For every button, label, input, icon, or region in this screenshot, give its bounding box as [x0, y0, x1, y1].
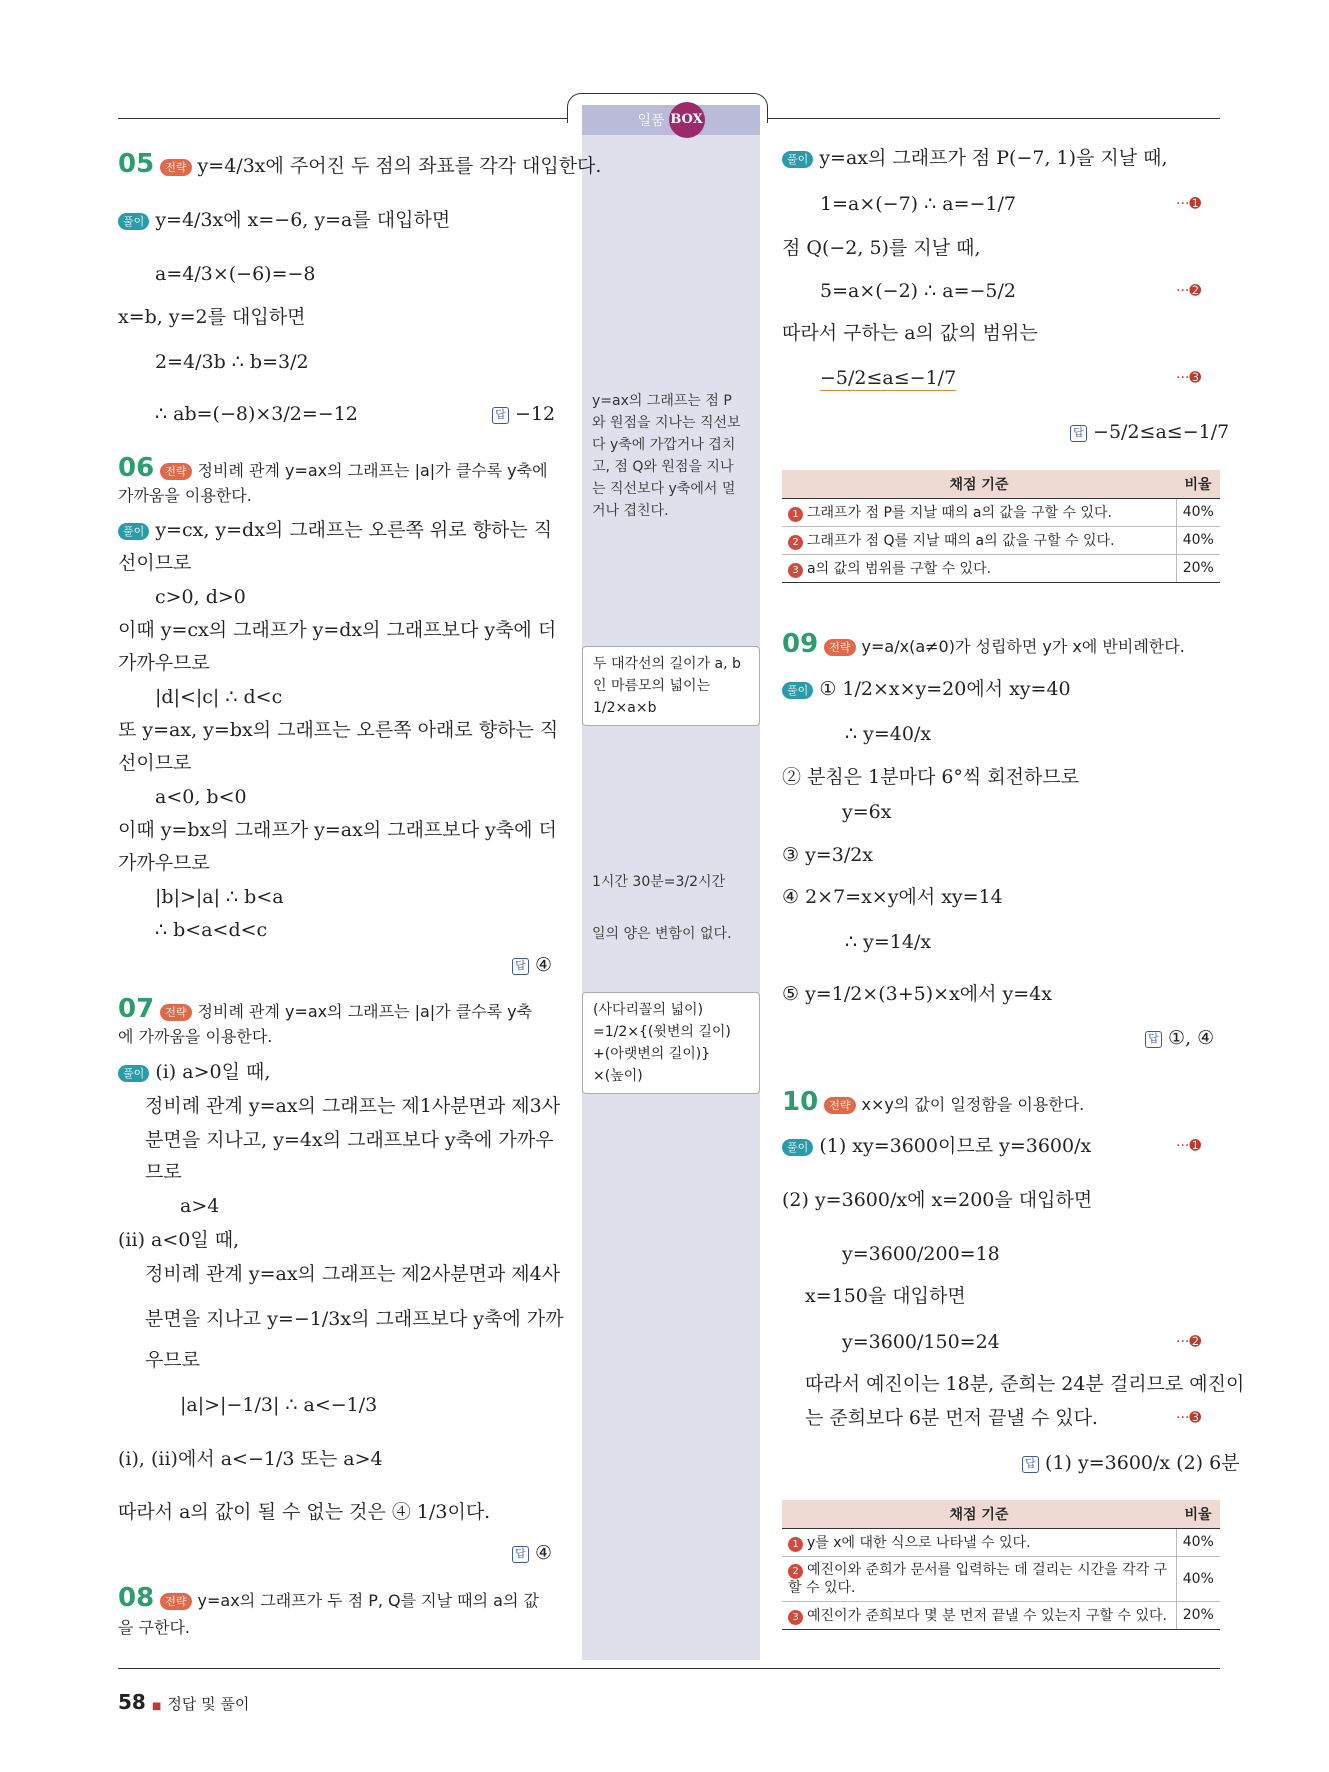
- p08-mark-1: ···➊: [1176, 196, 1202, 212]
- strategy-tag: 전략: [160, 1004, 191, 1021]
- p07-answer: 답 ④: [512, 1541, 552, 1565]
- box-badge: BOX: [669, 102, 705, 138]
- bottom-rule: [118, 1668, 1220, 1669]
- p06-line-13: ∴ b<a<d<c: [155, 919, 268, 941]
- strategy-tag: 전략: [160, 159, 191, 176]
- p09-line-2: ∴ y=40/x: [845, 723, 932, 745]
- p08-strategy-2: 을 구한다.: [118, 1618, 190, 1637]
- p09-line-8: ⑤ y=1/2×(3+5)×x에서 y=4x: [782, 983, 1052, 1005]
- p07-line-1: 풀이 (i) a>0일 때,: [118, 1060, 270, 1084]
- p08-line-3: 점 Q(−2, 5)를 지날 때,: [782, 237, 981, 259]
- problem-number: 09: [782, 629, 819, 659]
- p08-mark-3: ···➌: [1176, 370, 1202, 386]
- page-number: 58: [118, 1690, 146, 1714]
- p07-line-10: |a|>|−1/3| ∴ a<−1/3: [180, 1394, 378, 1416]
- p07-header: [118, 994, 533, 1024]
- sidebar-title: 일품: [637, 113, 665, 129]
- problem-number: 05: [118, 149, 155, 179]
- problem-number: 06: [118, 453, 155, 483]
- p06-line-8: 선이므로: [118, 752, 192, 774]
- p05-answer: 답 −12: [492, 402, 555, 426]
- answer-icon: 답: [512, 958, 529, 975]
- p06-line-4: 이때 y=cx의 그래프가 y=dx의 그래프보다 y축에 더: [118, 619, 557, 641]
- p09-line-1: 풀이 ① 1/2×x×y=20에서 xy=40: [782, 677, 1071, 701]
- p09-header: [782, 629, 1185, 659]
- footer-title: 정답 및 풀이: [167, 1695, 250, 1713]
- p09-line-7: ∴ y=14/x: [845, 931, 932, 953]
- note-trapezoid: (사다리꼴의 넓이) =1/2×{(윗변의 길이) +(아랫변의 길이)} ×(높이): [582, 992, 760, 1094]
- p08-mark-2: ···➋: [1176, 283, 1202, 299]
- note-work: 일의 양은 변함이 없다.: [592, 926, 732, 942]
- p08-line-6: −5/2≤a≤−1/7: [820, 367, 957, 389]
- p07-line-12: 따라서 a의 값이 될 수 없는 것은 ④ 1/3이다.: [118, 1501, 491, 1523]
- solution-tag: 풀이: [782, 1139, 813, 1156]
- strategy-text: 정비례 관계 y=ax의 그래프는 |a|가 클수록 y축: [197, 1002, 533, 1021]
- answer-icon: 답: [492, 407, 509, 424]
- p08-line-4: 5=a×(−2) ∴ a=−5/2: [820, 280, 1017, 302]
- p05-line-3: x=b, y=2를 대입하면: [118, 306, 306, 328]
- strategy-text: y=a/x(a≠0)가 성립하면 y가 x에 반비례한다.: [861, 637, 1185, 656]
- strategy-text: x×y의 값이 일정함을 이용한다.: [861, 1095, 1085, 1114]
- p10-line-3: y=3600/200=18: [842, 1243, 1000, 1265]
- p05-line-1: 풀이 y=4/3x에 x=−6, y=a를 대입하면: [118, 208, 450, 232]
- solution-tag: 풀이: [118, 213, 149, 230]
- p10-criteria-table: 채점 기준 비율 1 y를 x에 대한 식으로 나타낼 수 있다. 40% 2 예진이와 준희가 문서를 입력하는 데 걸리는 시간을 각각 구할 수 있다. 40% 3 예진이가 준희보다 몇 분 먼저 끝낼 수 있는지 구할 수 있다. 20%: [782, 1500, 1220, 1630]
- p10-line-4: x=150을 대입하면: [805, 1285, 966, 1307]
- answer-icon: 답: [1070, 425, 1087, 442]
- strategy-tag: 전략: [824, 1097, 855, 1114]
- p06-line-5: 가까우므로: [118, 652, 210, 674]
- strategy-text: 정비례 관계 y=ax의 그래프는 |a|가 클수록 y축에: [197, 461, 548, 480]
- solution-tag: 풀이: [782, 682, 813, 699]
- p10-line-7: 는 준희보다 6분 먼저 끝낼 수 있다.: [805, 1407, 1098, 1429]
- p07-line-7: 정비례 관계 y=ax의 그래프는 제2사분면과 제4사: [145, 1263, 561, 1285]
- p08-line-1: 풀이 y=ax의 그래프가 점 P(−7, 1)을 지날 때,: [782, 146, 1168, 170]
- p09-line-4: y=6x: [842, 801, 892, 823]
- solution-tag: 풀이: [118, 1065, 149, 1082]
- problem-number: 10: [782, 1087, 819, 1117]
- p06-line-7: 또 y=ax, y=bx의 그래프는 오른쪽 아래로 향하는 직: [118, 719, 559, 741]
- p08-header: [118, 1583, 539, 1613]
- p05-line-5: ∴ ab=(−8)×3/2=−12: [155, 403, 358, 425]
- strategy-text: y=4/3x에 주어진 두 점의 좌표를 각각 대입한다.: [197, 155, 602, 177]
- p06-line-1: 풀이 y=cx, y=dx의 그래프는 오른쪽 위로 향하는 직: [118, 518, 552, 542]
- p07-line-5: a>4: [180, 1195, 220, 1217]
- answer-icon: 답: [512, 1546, 529, 1563]
- p06-line-2: 선이므로: [118, 552, 192, 574]
- p06-line-11: 가까우므로: [118, 852, 210, 874]
- solution-tag: 풀이: [782, 151, 813, 168]
- p07-strategy-2: 에 가까움을 이용한다.: [118, 1027, 273, 1046]
- p07-line-2: 정비례 관계 y=ax의 그래프는 제1사분면과 제3사: [145, 1095, 561, 1117]
- p10-line-6: 따라서 예진이는 18분, 준희는 24분 걸리므로 예진이: [805, 1373, 1245, 1395]
- strategy-tag: 전략: [160, 463, 191, 480]
- strategy-tag: 전략: [824, 639, 855, 656]
- problem-number: 07: [118, 994, 155, 1024]
- p09-line-6: ④ 2×7=x×y에서 xy=14: [782, 886, 1003, 908]
- p10-line-2: (2) y=3600/x에 x=200을 대입하면: [782, 1189, 1093, 1211]
- strategy-text: y=ax의 그래프가 두 점 P, Q를 지날 때의 a의 값: [197, 1591, 539, 1610]
- strategy-tag: 전략: [160, 1593, 191, 1610]
- note-rhombus: 두 대각선의 길이가 a, b 인 마름모의 넓이는 1/2×a×b: [582, 646, 760, 726]
- p07-line-4: 므로: [145, 1161, 182, 1183]
- p06-line-3: c>0, d>0: [155, 586, 246, 608]
- p09-line-5: ③ y=3/2x: [782, 844, 874, 866]
- problem-number: 08: [118, 1583, 155, 1613]
- p10-line-1: 풀이 (1) xy=3600이므로 y=3600/x: [782, 1134, 1091, 1158]
- solution-tag: 풀이: [118, 523, 149, 540]
- p05-line-4: 2=4/3b ∴ b=3/2: [155, 351, 309, 373]
- p06-strategy-2: 가까움을 이용한다.: [118, 486, 252, 505]
- p10-mark-1: ···➊: [1176, 1138, 1202, 1154]
- p08-answer: 답 −5/2≤a≤−1/7: [1070, 420, 1229, 444]
- p05-header: [118, 149, 602, 179]
- p10-mark-3: ···➌: [1176, 1410, 1202, 1426]
- p10-line-5: y=3600/150=24: [842, 1331, 1000, 1353]
- p06-line-9: a<0, b<0: [155, 786, 247, 808]
- p06-header: [118, 453, 548, 483]
- note-time: 1시간 30분=3/2시간: [592, 874, 726, 890]
- p06-line-10: 이때 y=bx의 그래프가 y=ax의 그래프보다 y축에 더: [118, 819, 557, 841]
- p05-line-2: a=4/3×(−6)=−8: [155, 263, 316, 285]
- p07-line-11: (i), (ii)에서 a<−1/3 또는 a>4: [118, 1448, 383, 1470]
- answer-icon: 답: [1145, 1031, 1162, 1048]
- p06-line-6: |d|<|c| ∴ d<c: [155, 686, 283, 708]
- p07-line-6: (ii) a<0일 때,: [118, 1229, 240, 1251]
- answer-icon: 답: [1022, 1456, 1039, 1473]
- note-p08: y=ax의 그래프는 점 P 와 원점을 지나는 직선보 다 y축에 가깝거나 겹치 고, 점 Q와 원점을 지나 는 직선보다 y축에서 멀 거나 겹친다.: [592, 393, 741, 519]
- p07-line-8: 분면을 지나고 y=−1/3x의 그래프보다 y축에 가까: [145, 1308, 564, 1330]
- p06-line-12: |b|>|a| ∴ b<a: [155, 886, 284, 908]
- p10-answer: 답 (1) y=3600/x (2) 6분: [1022, 1451, 1240, 1475]
- p09-answer: 답 ①, ④: [1145, 1026, 1214, 1050]
- p07-line-3: 분면을 지나고, y=4x의 그래프보다 y축에 가까우: [145, 1129, 554, 1151]
- p07-line-9: 우므로: [145, 1349, 201, 1371]
- p08-line-5: 따라서 구하는 a의 값의 범위는: [782, 322, 1038, 344]
- p08-line-2: 1=a×(−7) ∴ a=−1/7: [820, 193, 1017, 215]
- sidebar-header: [582, 105, 760, 135]
- footer: 58 ■ 정답 및 풀이: [118, 1690, 250, 1714]
- p08-criteria-table: 채점 기준 비율 1 그래프가 점 P를 지날 때의 a의 값을 구할 수 있다. 40% 2 그래프가 점 Q를 지날 때의 a의 값을 구할 수 있다. 40% 3 a의 값의 범위를 구할 수 있다. 20%: [782, 470, 1220, 583]
- p09-line-3: ② 분침은 1분마다 6°씩 회전하므로: [782, 766, 1080, 788]
- p06-answer: 답 ④: [512, 953, 552, 977]
- p10-header: [782, 1087, 1085, 1117]
- p10-mark-2: ···➋: [1176, 1334, 1202, 1350]
